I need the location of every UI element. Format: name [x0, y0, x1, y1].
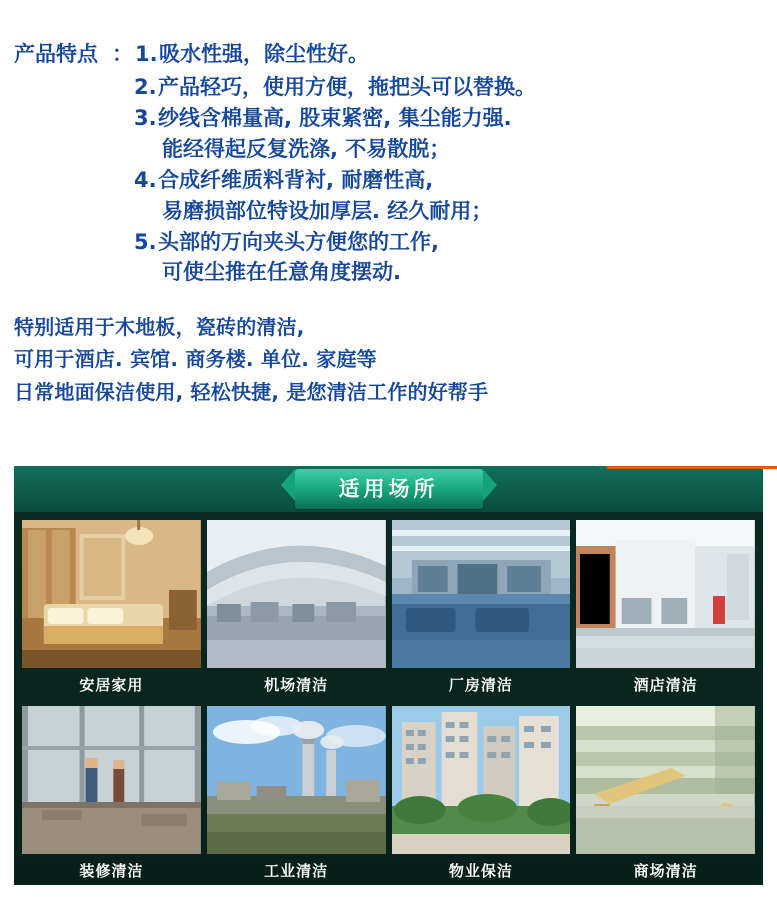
features-list: [14, 72, 777, 288]
renovation-photo: [22, 706, 201, 854]
product-features-section: [0, 0, 777, 288]
feature-text-2-line-1: 产品轻巧，使用方便，拖把头可以替换。: [158, 74, 536, 99]
feature-number-3: 3.: [134, 106, 157, 131]
airport-photo: [207, 520, 386, 668]
gallery-caption: 物业保洁: [448, 862, 513, 880]
feature-number-4: 4.: [134, 168, 157, 193]
feature-text-3-line-1: 纱线含棉量高, 股束紧密, 集尘能力强.: [158, 106, 512, 131]
feature-item-2: [134, 72, 777, 102]
property-photo: [392, 706, 571, 854]
features-first-row: [14, 40, 777, 70]
feature-item-3: [134, 103, 777, 164]
feature-text-4-line-2: 易磨损部位特设加厚层. 经久耐用；: [162, 198, 493, 223]
hotel-photo: [576, 520, 755, 668]
applicable-places-gallery: [14, 466, 763, 885]
usage-line-1: 特别适用于木地板，瓷砖的清洁,: [14, 314, 305, 339]
features-colon: ：: [112, 42, 133, 66]
gallery-cell[interactable]: [22, 520, 201, 702]
gallery-cell[interactable]: [576, 520, 755, 702]
bedroom-photo: [22, 520, 201, 668]
gallery-grid: [14, 512, 763, 897]
feature-text-4-line-1: 合成纤维质料背衬, 耐磨性高,: [158, 168, 434, 193]
feature-text-4: [158, 165, 777, 226]
features-title: 产品特点: [14, 42, 98, 66]
feature-text-3-line-2: 能经得起反复洗涤, 不易散脱；: [162, 136, 451, 161]
gallery-cell[interactable]: [22, 706, 201, 888]
gallery-caption: 装修清洁: [79, 862, 144, 880]
feature-item-4: [134, 165, 777, 226]
gallery-header: [14, 466, 763, 512]
feature-item-5: [134, 227, 777, 288]
header-orange-rule: [607, 466, 777, 469]
mall-photo: [576, 706, 755, 854]
feature-text-1-line-1: 吸水性强，除尘性好。: [159, 42, 369, 66]
gallery-caption: 安居家用: [79, 676, 144, 694]
feature-number-1: 1.: [135, 42, 158, 66]
gallery-cell[interactable]: [392, 520, 571, 702]
gallery-cell[interactable]: [207, 706, 386, 888]
feature-text-5: [158, 227, 777, 288]
gallery-cell[interactable]: [392, 706, 571, 888]
gallery-caption: 商场清洁: [633, 862, 698, 880]
usage-line-2: 可用于酒店. 宾馆. 商务楼. 单位. 家庭等: [14, 347, 377, 372]
feature-number-2: 2.: [134, 74, 157, 99]
feature-number-5: 5.: [134, 230, 157, 254]
feature-text-5-line-2: 可使尘推在任意角度摆动.: [162, 260, 401, 285]
usage-line-3: 日常地面保洁使用, 轻松快捷, 是您清洁工作的好帮手: [14, 379, 489, 404]
feature-text-3: [158, 103, 777, 164]
gallery-caption: 工业清洁: [264, 862, 329, 880]
factory-photo: [392, 520, 571, 668]
gallery-banner-title: 适用场所: [295, 469, 483, 509]
gallery-caption: 酒店清洁: [633, 676, 698, 694]
gallery-caption: 厂房清洁: [448, 676, 513, 694]
gallery-cell[interactable]: [576, 706, 755, 888]
industry-photo: [207, 706, 386, 854]
gallery-caption: 机场清洁: [264, 676, 329, 694]
feature-text-5-line-1: 头部的万向夹头方便您的工作,: [158, 230, 439, 254]
usage-section: [0, 289, 777, 408]
feature-text-2: [158, 72, 777, 102]
gallery-cell[interactable]: [207, 520, 386, 702]
